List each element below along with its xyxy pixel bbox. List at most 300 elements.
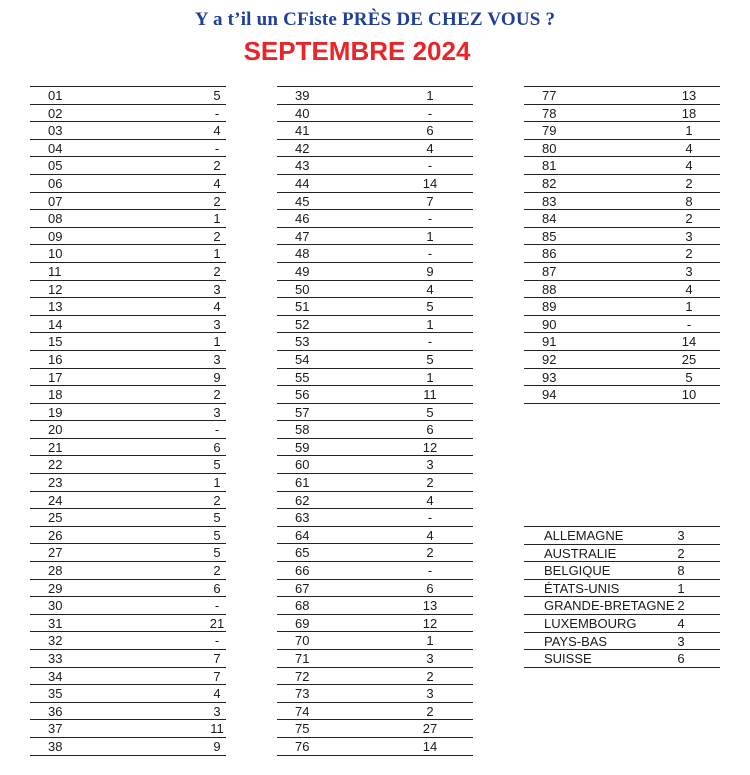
member-count: 13 — [681, 88, 697, 103]
department-number: 20 — [48, 422, 63, 438]
member-count: - — [427, 510, 433, 526]
department-number: 82 — [542, 175, 557, 191]
department-number: 62 — [295, 492, 310, 508]
department-number: 16 — [48, 351, 63, 367]
member-count: 4 — [213, 686, 221, 702]
table-row — [277, 316, 473, 334]
page-subtitle: SEPTEMBRE 2024 — [243, 36, 471, 66]
member-count: - — [427, 334, 433, 350]
department-number: 40 — [295, 105, 310, 121]
member-count: 4 — [213, 175, 221, 191]
member-count: - — [214, 422, 220, 438]
member-count: 1 — [426, 316, 434, 332]
department-number: 14 — [48, 316, 63, 332]
department-number: 05 — [48, 158, 63, 174]
table-row — [30, 369, 226, 387]
member-count: 3 — [426, 457, 434, 473]
member-count: 2 — [213, 263, 221, 279]
member-count: - — [427, 105, 433, 121]
country-name: ALLEMAGNE — [544, 528, 624, 543]
department-number: 70 — [295, 633, 310, 649]
table-row — [524, 105, 720, 123]
member-count: 5 — [213, 88, 221, 103]
table-row — [30, 720, 226, 738]
department-number: 17 — [48, 369, 63, 385]
table-row — [277, 298, 473, 316]
member-count: - — [214, 140, 220, 156]
department-number: 81 — [542, 158, 557, 174]
member-count: 3 — [213, 281, 221, 297]
department-number: 90 — [542, 316, 557, 332]
table-row — [30, 263, 226, 281]
member-count: 3 — [426, 651, 434, 666]
member-count: 2 — [213, 492, 221, 508]
department-number: 43 — [295, 158, 310, 174]
department-number: 69 — [295, 615, 310, 631]
country-name: SUISSE — [544, 651, 592, 667]
member-count: 9 — [213, 738, 221, 754]
department-number: 25 — [48, 510, 63, 526]
member-count: 1 — [685, 123, 693, 139]
member-count: 5 — [426, 351, 434, 367]
department-number: 45 — [295, 193, 310, 209]
department-number: 74 — [295, 703, 310, 719]
member-count: - — [427, 211, 433, 227]
table-row — [277, 474, 473, 492]
department-number: 36 — [48, 703, 63, 719]
department-number: 22 — [48, 457, 63, 473]
table-row — [30, 685, 226, 703]
table-row — [30, 404, 226, 422]
countries-list — [524, 526, 720, 668]
table-row — [277, 650, 473, 668]
department-number: 33 — [48, 651, 63, 666]
table-row — [524, 369, 720, 387]
member-count: - — [214, 598, 220, 614]
table-row — [277, 597, 473, 615]
member-count: 3 — [213, 316, 221, 332]
member-count: 4 — [685, 281, 693, 297]
table-row — [277, 738, 473, 756]
member-count: - — [427, 563, 433, 579]
member-count: 4 — [685, 158, 693, 174]
department-number: 63 — [295, 510, 310, 526]
member-count: 11 — [423, 387, 437, 403]
member-count: 5 — [213, 545, 221, 561]
member-count: 3 — [213, 351, 221, 367]
department-number: 44 — [295, 175, 310, 191]
member-count: 4 — [426, 527, 434, 543]
department-number: 59 — [295, 439, 310, 455]
table-row — [524, 140, 720, 158]
table-row — [277, 386, 473, 404]
table-row — [277, 720, 473, 738]
member-count: - — [427, 158, 433, 174]
department-number: 38 — [48, 738, 63, 754]
member-count: 4 — [426, 281, 434, 297]
member-count: - — [214, 633, 220, 649]
table-row — [30, 157, 226, 175]
table-row — [524, 281, 720, 299]
department-number: 46 — [295, 211, 310, 227]
department-number: 64 — [295, 527, 310, 543]
table-row — [277, 668, 473, 686]
member-count: 21 — [209, 615, 225, 631]
department-number: 56 — [295, 387, 310, 403]
table-row — [277, 615, 473, 633]
member-count: 8 — [677, 563, 685, 579]
member-count: 1 — [677, 580, 685, 596]
department-number: 88 — [542, 281, 557, 297]
table-row — [277, 404, 473, 422]
table-row — [277, 509, 473, 527]
member-count: 6 — [213, 439, 221, 455]
department-number: 21 — [48, 439, 63, 455]
member-count: 18 — [681, 105, 697, 121]
departments-list-3 — [524, 86, 720, 404]
department-number: 28 — [48, 563, 63, 579]
member-count: 12 — [422, 615, 438, 631]
table-row — [524, 597, 720, 615]
member-count: 10 — [681, 387, 697, 403]
table-row — [277, 544, 473, 562]
member-count: 2 — [213, 228, 221, 244]
member-count: 4 — [426, 492, 434, 508]
department-number: 76 — [295, 738, 310, 754]
table-row — [30, 245, 226, 263]
table-row — [524, 562, 720, 580]
table-row — [524, 122, 720, 140]
table-row — [30, 386, 226, 404]
member-count: 2 — [677, 545, 685, 561]
table-row — [30, 193, 226, 211]
department-number: 67 — [295, 580, 310, 596]
department-number: 27 — [48, 545, 63, 561]
member-count: 3 — [677, 633, 685, 649]
table-row — [277, 122, 473, 140]
member-count: 2 — [426, 668, 434, 684]
member-count: 4 — [677, 615, 685, 631]
member-count: - — [686, 316, 692, 332]
table-row — [30, 298, 226, 316]
table-row — [30, 527, 226, 545]
member-count: - — [427, 246, 433, 262]
table-row — [524, 615, 720, 633]
member-count: 2 — [677, 598, 685, 614]
table-row — [30, 615, 226, 633]
member-count: 2 — [213, 158, 221, 174]
member-count: 5 — [213, 527, 221, 543]
member-count: 2 — [685, 246, 693, 262]
table-row — [524, 650, 720, 668]
department-number: 15 — [48, 334, 63, 350]
table-row — [277, 140, 473, 158]
table-row — [277, 157, 473, 175]
member-count: 1 — [426, 633, 434, 649]
table-row — [524, 175, 720, 193]
table-row — [30, 738, 226, 756]
table-row — [30, 87, 226, 105]
table-row — [277, 703, 473, 721]
member-count: 1 — [426, 88, 434, 103]
member-count: 3 — [685, 263, 693, 279]
table-row — [277, 456, 473, 474]
table-row — [30, 650, 226, 668]
member-count: 6 — [213, 580, 221, 596]
department-number: 78 — [542, 105, 557, 121]
member-count: 14 — [422, 175, 438, 191]
country-name: BELGIQUE — [544, 563, 611, 579]
department-number: 57 — [295, 404, 310, 420]
member-count: 1 — [426, 369, 434, 385]
department-number: 32 — [48, 633, 63, 649]
department-number: 08 — [48, 211, 63, 227]
member-count: 1 — [213, 334, 221, 350]
department-number: 60 — [295, 457, 310, 473]
table-row — [30, 474, 226, 492]
table-row — [524, 633, 720, 651]
country-name: GRANDE-BRETAGNE — [544, 598, 675, 614]
table-row — [30, 175, 226, 193]
member-count: 5 — [426, 299, 434, 315]
table-row — [30, 580, 226, 598]
table-row — [30, 632, 226, 650]
table-row — [30, 544, 226, 562]
department-number: 61 — [295, 475, 310, 491]
table-row — [30, 668, 226, 686]
table-row — [30, 597, 226, 615]
member-count: 3 — [213, 404, 221, 420]
table-row — [524, 527, 720, 545]
member-count: 2 — [685, 175, 693, 191]
department-number: 72 — [295, 668, 310, 684]
country-name: PAYS-BAS — [544, 633, 608, 649]
department-number: 83 — [542, 193, 557, 209]
member-count: 2 — [426, 545, 434, 561]
department-number: 80 — [542, 140, 557, 156]
member-count: 5 — [426, 404, 434, 420]
member-count: 1 — [213, 211, 221, 227]
table-row — [30, 439, 226, 457]
department-number: 92 — [542, 351, 557, 367]
table-row — [277, 245, 473, 263]
table-row — [30, 703, 226, 721]
table-row — [277, 685, 473, 703]
department-number: 24 — [48, 492, 63, 508]
departments-list-1 — [30, 86, 226, 756]
departments-list-2 — [277, 86, 473, 756]
member-count: 6 — [426, 422, 434, 438]
department-number: 73 — [295, 686, 310, 702]
department-number: 42 — [295, 140, 310, 156]
department-number: 58 — [295, 422, 310, 438]
department-number: 79 — [542, 123, 557, 139]
table-row — [277, 193, 473, 211]
country-name: AUSTRALIE — [544, 545, 617, 561]
member-count: 12 — [422, 439, 438, 455]
table-row — [277, 632, 473, 650]
department-number: 41 — [295, 123, 310, 139]
department-number: 66 — [295, 563, 310, 579]
table-row — [524, 316, 720, 334]
department-number: 30 — [48, 598, 63, 614]
table-row — [277, 333, 473, 351]
department-number: 68 — [295, 598, 310, 614]
table-row — [30, 351, 226, 369]
member-count: 25 — [681, 351, 697, 367]
table-row — [30, 122, 226, 140]
table-row — [30, 492, 226, 510]
member-count: 3 — [677, 528, 685, 543]
department-number: 10 — [48, 246, 63, 262]
member-count: 3 — [685, 228, 693, 244]
member-count: 4 — [426, 140, 434, 156]
member-count: 14 — [681, 334, 697, 350]
table-row — [524, 245, 720, 263]
table-row — [277, 351, 473, 369]
member-count: 5 — [213, 510, 221, 526]
department-number: 48 — [295, 246, 310, 262]
table-row — [277, 562, 473, 580]
member-count: 1 — [213, 246, 221, 262]
member-count: 6 — [426, 580, 434, 596]
department-number: 26 — [48, 527, 63, 543]
table-row — [524, 386, 720, 404]
department-number: 49 — [295, 263, 310, 279]
department-number: 29 — [48, 580, 63, 596]
department-number: 09 — [48, 228, 63, 244]
department-number: 94 — [542, 387, 557, 403]
country-name: LUXEMBOURG — [544, 615, 637, 631]
member-count: 7 — [213, 668, 221, 684]
department-number: 23 — [48, 475, 63, 491]
department-number: 91 — [542, 334, 557, 350]
table-row — [277, 369, 473, 387]
table-row — [277, 492, 473, 510]
department-number: 77 — [542, 88, 557, 103]
member-count: 1 — [685, 299, 693, 315]
table-row — [277, 281, 473, 299]
table-row — [277, 263, 473, 281]
department-number: 18 — [48, 387, 63, 403]
member-count: 2 — [213, 387, 221, 403]
member-count: 2 — [426, 475, 434, 491]
table-row — [524, 351, 720, 369]
department-number: 01 — [48, 88, 63, 103]
department-number: 86 — [542, 246, 557, 262]
department-number: 04 — [48, 140, 63, 156]
department-number: 13 — [48, 299, 63, 315]
table-row — [524, 333, 720, 351]
table-row — [30, 562, 226, 580]
department-number: 71 — [295, 651, 310, 666]
table-row — [30, 105, 226, 123]
department-number: 65 — [295, 545, 310, 561]
department-number: 02 — [48, 105, 63, 121]
department-number: 47 — [295, 228, 310, 244]
department-number: 50 — [295, 281, 310, 297]
table-row — [30, 333, 226, 351]
member-count: 5 — [213, 457, 221, 473]
table-row — [30, 509, 226, 527]
table-row — [277, 527, 473, 545]
department-number: 11 — [48, 263, 62, 279]
table-row — [524, 263, 720, 281]
member-count: 2 — [213, 563, 221, 579]
member-count: 2 — [213, 193, 221, 209]
department-number: 03 — [48, 123, 63, 139]
table-row — [524, 580, 720, 598]
member-count: 4 — [685, 140, 693, 156]
member-count: 13 — [422, 598, 438, 614]
member-count: 6 — [426, 123, 434, 139]
member-count: 2 — [426, 703, 434, 719]
table-row — [524, 193, 720, 211]
country-name: ÉTATS-UNIS — [544, 580, 620, 596]
department-number: 35 — [48, 686, 63, 702]
department-number: 06 — [48, 175, 63, 191]
table-row — [277, 421, 473, 439]
table-row — [30, 210, 226, 228]
department-number: 75 — [295, 721, 310, 737]
department-number: 84 — [542, 211, 557, 227]
table-row — [30, 456, 226, 474]
member-count: 5 — [685, 369, 693, 385]
department-number: 19 — [48, 404, 63, 420]
member-count: 2 — [685, 211, 693, 227]
member-count: 7 — [426, 193, 434, 209]
department-number: 55 — [295, 369, 310, 385]
department-number: 85 — [542, 228, 557, 244]
member-count: 9 — [426, 263, 434, 279]
department-number: 07 — [48, 193, 63, 209]
member-count: 11 — [210, 721, 224, 737]
member-count: 4 — [213, 123, 221, 139]
table-row — [30, 316, 226, 334]
table-row — [277, 228, 473, 246]
table-row — [277, 105, 473, 123]
department-number: 93 — [542, 369, 557, 385]
member-count: 1 — [426, 228, 434, 244]
table-row — [277, 439, 473, 457]
member-count: 8 — [685, 193, 693, 209]
department-number: 51 — [295, 299, 310, 315]
department-number: 87 — [542, 263, 557, 279]
table-row — [277, 87, 473, 105]
table-row — [277, 210, 473, 228]
member-count: 27 — [422, 721, 438, 737]
table-row — [30, 140, 226, 158]
table-row — [30, 281, 226, 299]
department-number: 53 — [295, 334, 310, 350]
department-number: 89 — [542, 299, 557, 315]
department-number: 37 — [48, 721, 63, 737]
table-row — [524, 210, 720, 228]
member-count: 7 — [213, 651, 221, 666]
department-number: 34 — [48, 668, 63, 684]
member-count: 6 — [677, 651, 685, 667]
member-count: 3 — [426, 686, 434, 702]
table-row — [524, 87, 720, 105]
department-number: 39 — [295, 88, 310, 103]
department-number: 52 — [295, 316, 310, 332]
member-count: 3 — [213, 703, 221, 719]
table-row — [277, 175, 473, 193]
member-count: - — [214, 105, 220, 121]
table-row — [524, 545, 720, 563]
department-number: 54 — [295, 351, 310, 367]
table-row — [277, 580, 473, 598]
